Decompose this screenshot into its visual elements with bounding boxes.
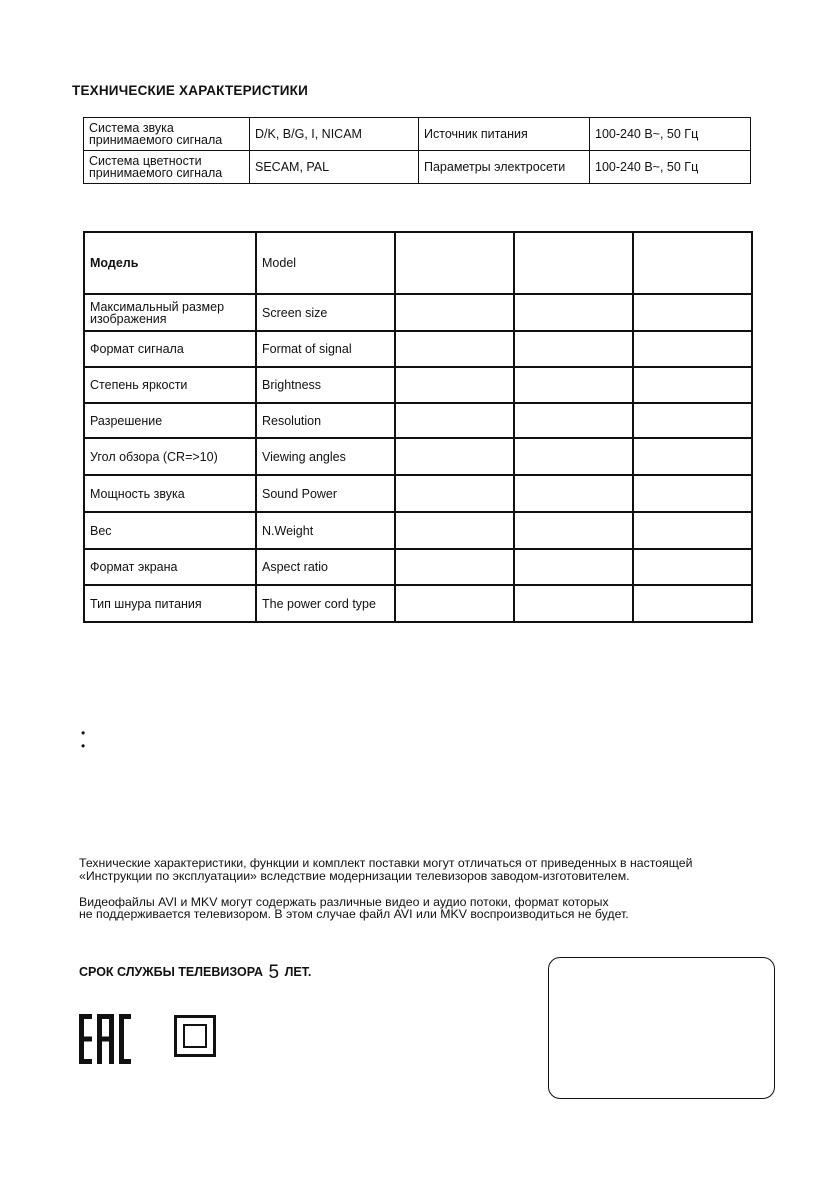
spec-value-cell	[633, 512, 752, 549]
spec-row	[84, 585, 752, 622]
table-cell: 100-240 В~, 50 Гц	[590, 151, 751, 184]
table-row	[84, 151, 751, 184]
spec-label-ru: Максимальный размер изображения	[84, 294, 256, 331]
spec-value-cell	[395, 585, 514, 622]
spec-label-en: Viewing angles	[256, 438, 395, 475]
eac-mark-icon	[79, 1014, 131, 1069]
spec-header-row	[84, 232, 752, 294]
spec-value-cell	[633, 585, 752, 622]
spec-value-cell	[395, 367, 514, 403]
spec-label-en: Format of signal	[256, 331, 395, 367]
spec-label-ru: Модель	[84, 232, 256, 294]
double-square-inner	[183, 1024, 207, 1048]
service-life-years: 5	[268, 962, 280, 983]
spec-row	[84, 438, 752, 475]
spec-row	[84, 475, 752, 512]
note-line: «Инструкции по эксплуатации» вследствие модернизации телевизоров заводом-изготовителем.	[79, 869, 630, 883]
spec-value-cell	[514, 438, 633, 475]
spec-label-ru: Тип шнура питания	[84, 585, 256, 622]
spec-row	[84, 549, 752, 585]
spec-row	[84, 367, 752, 403]
spec-value-cell	[514, 403, 633, 438]
spec-value-cell	[395, 331, 514, 367]
spec-label-en: Screen size	[256, 294, 395, 331]
spec-value-cell	[395, 294, 514, 331]
table-cell: SECAM, PAL	[250, 151, 419, 184]
spec-value-cell	[633, 367, 752, 403]
spec-value-cell	[395, 512, 514, 549]
spec-value-cell	[514, 585, 633, 622]
spec-row	[84, 294, 752, 331]
table-cell: Параметры электросети	[419, 151, 590, 184]
spec-value-cell	[514, 549, 633, 585]
spec-label-en: Model	[256, 232, 395, 294]
spec-value-cell	[395, 475, 514, 512]
service-life	[79, 962, 311, 984]
table-cell: Система цветности принимаемого сигнала	[84, 151, 250, 184]
spec-value-cell	[514, 512, 633, 549]
table-cell: 100-240 В~, 50 Гц	[590, 118, 751, 151]
page-title: ТЕХНИЧЕСКИЕ ХАРАКТЕРИСТИКИ	[72, 83, 309, 98]
spec-label-ru: Формат экрана	[84, 549, 256, 585]
spec-row	[84, 403, 752, 438]
note-line: не поддерживается телевизором. В этом случае файл AVI или MKV воспроизводиться не будет.	[79, 907, 629, 921]
spec-label-ru: Мощность звука	[84, 475, 256, 512]
spec-label-en: N.Weight	[256, 512, 395, 549]
spec-label-ru: Угол обзора (CR=>10)	[84, 438, 256, 475]
spec-value-cell	[633, 549, 752, 585]
bullet: •	[81, 726, 86, 740]
spec-value-cell	[633, 475, 752, 512]
spec-value-cell	[514, 331, 633, 367]
spec-row	[84, 512, 752, 549]
spec-label-en: Resolution	[256, 403, 395, 438]
spec-label-en: Sound Power	[256, 475, 395, 512]
service-life-prefix: СРОК СЛУЖБЫ ТЕЛЕВИЗОРА	[79, 965, 264, 979]
spec-value-cell	[514, 232, 633, 294]
note-line: Видеофайлы AVI и MKV могут содержать различные видео и аудио потоки, формат которых	[79, 895, 609, 909]
table-cell: Система звука принимаемого сигнала	[84, 118, 250, 151]
spec-label-en: Aspect ratio	[256, 549, 395, 585]
power-sound-table	[83, 117, 751, 184]
bullet: •	[81, 739, 86, 753]
spec-label-ru: Разрешение	[84, 403, 256, 438]
spec-value-cell	[514, 475, 633, 512]
table-cell: D/K, B/G, I, NICAM	[250, 118, 419, 151]
stamp-box	[548, 957, 775, 1099]
spec-value-cell	[395, 403, 514, 438]
table-cell: Источник питания	[419, 118, 590, 151]
spec-label-ru: Степень яркости	[84, 367, 256, 403]
spec-value-cell	[514, 367, 633, 403]
spec-label-en: Brightness	[256, 367, 395, 403]
table-row	[84, 118, 751, 151]
spec-value-cell	[395, 232, 514, 294]
spec-value-cell	[633, 232, 752, 294]
spec-value-cell	[633, 438, 752, 475]
spec-value-cell	[633, 403, 752, 438]
spec-table	[83, 231, 753, 623]
double-square-icon	[174, 1015, 216, 1057]
spec-value-cell	[514, 294, 633, 331]
spec-value-cell	[633, 294, 752, 331]
spec-label-en: The power cord type	[256, 585, 395, 622]
spec-label-ru: Формат сигнала	[84, 331, 256, 367]
spec-value-cell	[395, 549, 514, 585]
service-life-suffix: ЛЕТ.	[284, 965, 312, 979]
note-line: Технические характеристики, функции и комплект поставки могут отличаться от приведенных в настоящей	[79, 856, 693, 870]
spec-value-cell	[633, 331, 752, 367]
spec-value-cell	[395, 438, 514, 475]
spec-row	[84, 331, 752, 367]
spec-label-ru: Вес	[84, 512, 256, 549]
